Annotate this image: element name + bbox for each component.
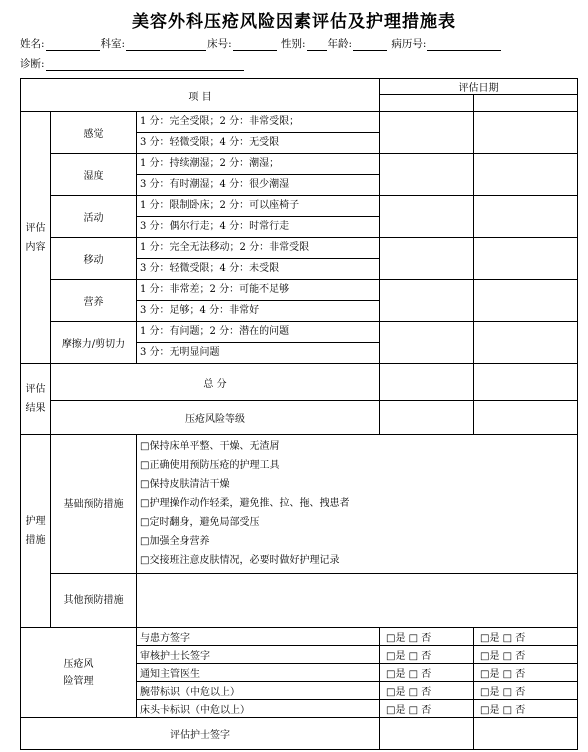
yes-no-checkbox[interactable]: □是 □ 否	[474, 682, 578, 700]
factor-option: 3 分：轻微受限；4 分：未受限	[137, 259, 380, 280]
score-cell[interactable]	[380, 112, 474, 154]
record-field[interactable]	[427, 40, 501, 51]
bed-label: 床号:	[207, 38, 232, 50]
age-label: 年龄:	[327, 38, 353, 50]
mgmt-item: 与患方签字	[137, 628, 380, 646]
yes-no-checkbox[interactable]: □是 □ 否	[380, 664, 474, 682]
date-cell-2[interactable]	[474, 95, 578, 112]
bed-field[interactable]	[233, 40, 277, 51]
factor-option: 3 分：无明显问题	[137, 343, 380, 364]
factor-option: 1 分：限制卧床；2 分：可以座椅子	[137, 196, 380, 217]
yes-no-checkbox[interactable]: □是 □ 否	[380, 682, 474, 700]
measure-item[interactable]: □保持皮肤清洁干燥	[140, 479, 230, 490]
diagnosis-field[interactable]	[46, 60, 244, 71]
age-field[interactable]	[353, 40, 387, 51]
factor-option: 1 分：非常差；2 分：可能不足够	[137, 280, 380, 301]
factor-name: 移动	[51, 238, 137, 280]
total-cell-1[interactable]	[380, 364, 474, 401]
basic-measures-label: 基础预防措施	[51, 435, 137, 574]
measure-item[interactable]: □交接班注意皮肤情况，必要时做好护理记录	[140, 555, 340, 566]
result-label: 评估结果	[21, 364, 51, 435]
mgmt-item: 通知主管医生	[137, 664, 380, 682]
yes-no-checkbox[interactable]: □是 □ 否	[474, 646, 578, 664]
factor-name: 活动	[51, 196, 137, 238]
factor-option: 1 分：有问题；2 分：潜在的问题	[137, 322, 380, 343]
score-cell[interactable]	[474, 238, 578, 280]
mgmt-item: 审核护士长签字	[137, 646, 380, 664]
score-cell[interactable]	[474, 280, 578, 322]
factor-option: 3 分：偶尔行走；4 分：时常行走	[137, 217, 380, 238]
factor-option: 1 分：完全无法移动；2 分：非常受限	[137, 238, 380, 259]
basic-measures-list	[137, 435, 578, 574]
factor-name: 营养	[51, 280, 137, 322]
date-cell-1[interactable]	[380, 95, 474, 112]
yes-no-checkbox[interactable]: □是 □ 否	[380, 628, 474, 646]
factor-option: 3 分：足够；4 分：非常好	[137, 301, 380, 322]
mgmt-item: 床头卡标识（中危以上）	[137, 700, 380, 718]
dept-label: 科室:	[100, 38, 126, 50]
content-label: 评估内容	[21, 112, 51, 364]
yes-no-checkbox[interactable]: □是 □ 否	[380, 700, 474, 718]
risk-label: 压疮风险等级	[51, 401, 380, 435]
factor-name: 湿度	[51, 154, 137, 196]
date-header: 评估日期	[380, 79, 578, 95]
mgmt-label: 压疮风险管理	[21, 628, 137, 718]
measure-item[interactable]: □定时翻身，避免局部受压	[140, 517, 260, 528]
score-cell[interactable]	[380, 154, 474, 196]
measure-item[interactable]: □保持床单平整、干燥、无渣屑	[140, 441, 280, 452]
nurse-sign-cell-2[interactable]	[474, 718, 578, 750]
yes-no-checkbox[interactable]: □是 □ 否	[474, 700, 578, 718]
gender-field[interactable]	[307, 40, 327, 51]
factor-option: 1 分：完全受限；2 分：非常受限；	[137, 112, 380, 133]
diagnosis-label: 诊断:	[20, 58, 45, 70]
gender-label: 性别:	[280, 38, 306, 50]
factor-option: 3 分：轻微受限；4 分：无受限	[137, 133, 380, 154]
total-label: 总 分	[51, 364, 380, 401]
factor-name: 摩擦力/剪切力	[51, 322, 137, 364]
diagnosis-row	[20, 56, 245, 71]
factor-option: 1 分：持续潮湿；2 分：潮湿；	[137, 154, 380, 175]
patient-info-row	[20, 36, 502, 51]
score-cell[interactable]	[380, 280, 474, 322]
yes-no-checkbox[interactable]: □是 □ 否	[474, 628, 578, 646]
other-measures-cell[interactable]	[137, 574, 578, 628]
dept-field[interactable]	[126, 40, 206, 51]
score-cell[interactable]	[474, 322, 578, 364]
yes-no-checkbox[interactable]: □是 □ 否	[474, 664, 578, 682]
measure-item[interactable]: □护理操作动作轻柔，避免推、拉、拖、拽患者	[140, 498, 350, 509]
page-title: 美容外科压疮风险因素评估及护理措施表	[132, 12, 456, 32]
other-measures-label: 其他预防措施	[51, 574, 137, 628]
score-cell[interactable]	[474, 196, 578, 238]
factor-name: 感觉	[51, 112, 137, 154]
score-cell[interactable]	[474, 154, 578, 196]
yes-no-checkbox[interactable]: □是 □ 否	[380, 646, 474, 664]
nurse-sign-cell-1[interactable]	[380, 718, 474, 750]
item-header: 项 目	[21, 79, 380, 112]
record-label: 病历号:	[391, 38, 427, 50]
measure-item[interactable]: □加强全身营养	[140, 536, 210, 547]
assessment-table	[20, 78, 578, 750]
score-cell[interactable]	[380, 196, 474, 238]
measure-item[interactable]: □正确使用预防压疮的护理工具	[140, 460, 280, 471]
name-field[interactable]	[46, 40, 100, 51]
total-cell-2[interactable]	[474, 364, 578, 401]
score-cell[interactable]	[380, 322, 474, 364]
risk-cell-2[interactable]	[474, 401, 578, 435]
measures-label: 护理措施	[21, 435, 51, 628]
mgmt-item: 腕带标识（中危以上）	[137, 682, 380, 700]
name-label: 姓名:	[20, 38, 45, 50]
score-cell[interactable]	[380, 238, 474, 280]
score-cell[interactable]	[474, 112, 578, 154]
nurse-sign-label: 评估护士签字	[21, 718, 380, 750]
risk-cell-1[interactable]	[380, 401, 474, 435]
factor-option: 3 分：有时潮湿；4 分：很少潮湿	[137, 175, 380, 196]
